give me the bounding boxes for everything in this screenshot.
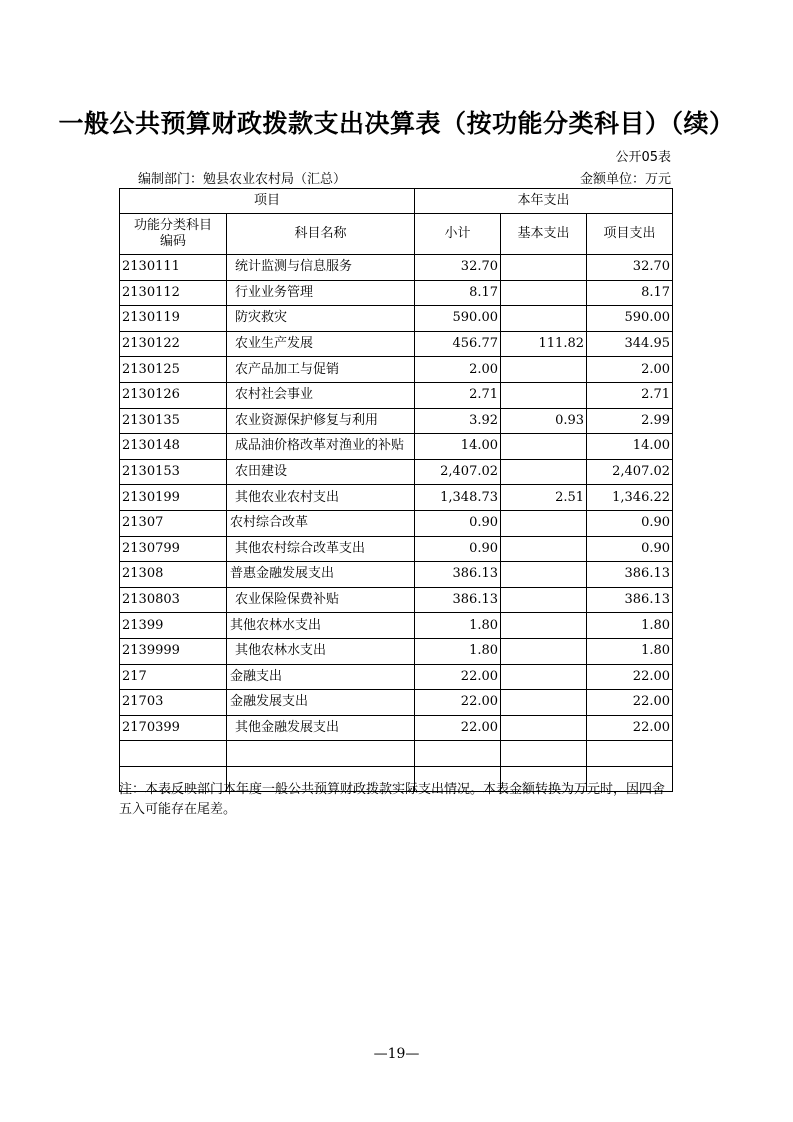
table-row xyxy=(120,587,673,613)
cell-code: 217 xyxy=(120,664,227,690)
cell-program xyxy=(587,741,673,767)
cell-code: 21399 xyxy=(120,613,227,639)
cell-basic xyxy=(501,536,587,562)
cell-program: 590.00 xyxy=(587,306,673,332)
cell-name: 成品油价格改革对渔业的补贴 xyxy=(227,434,415,460)
cell-program: 344.95 xyxy=(587,331,673,357)
cell-subtotal: 3.92 xyxy=(415,408,501,434)
table-row xyxy=(120,459,673,485)
cell-name: 行业业务管理 xyxy=(227,280,415,306)
compiling-department: 编制部门：勉县农业农村局（汇总） xyxy=(138,172,347,187)
cell-code xyxy=(120,741,227,767)
header-basic: 基本支出 xyxy=(501,214,587,255)
table-row xyxy=(120,613,673,639)
cell-program: 1,346.22 xyxy=(587,485,673,511)
cell-name: 普惠金融发展支出 xyxy=(227,562,415,588)
cell-code: 2130119 xyxy=(120,306,227,332)
cell-basic xyxy=(501,357,587,383)
cell-code: 21703 xyxy=(120,690,227,716)
table-row xyxy=(120,690,673,716)
cell-name: 农村综合改革 xyxy=(227,510,415,536)
cell-program: 2.00 xyxy=(587,357,673,383)
cell-subtotal: 2.00 xyxy=(415,357,501,383)
cell-name: 其他农林水支出 xyxy=(227,638,415,664)
cell-code: 21308 xyxy=(120,562,227,588)
cell-basic xyxy=(501,638,587,664)
header-code-line1: 功能分类科目 xyxy=(133,218,212,233)
note-line-1: 注：本表反映部门本年度一般公共预算财政拨款实际支出情况。本表金额转换为万元时，因四舍 xyxy=(119,782,666,797)
table-row xyxy=(120,638,673,664)
cell-name: 防灾救灾 xyxy=(227,306,415,332)
cell-name: 农田建设 xyxy=(227,459,415,485)
cell-code: 2130112 xyxy=(120,280,227,306)
cell-program: 386.13 xyxy=(587,587,673,613)
cell-basic xyxy=(501,690,587,716)
cell-program: 0.90 xyxy=(587,510,673,536)
header-code-line2: 编码 xyxy=(159,234,186,249)
cell-basic xyxy=(501,587,587,613)
cell-name: 其他农业农村支出 xyxy=(227,485,415,511)
cell-basic: 0.93 xyxy=(501,408,587,434)
cell-name: 其他农村综合改革支出 xyxy=(227,536,415,562)
cell-code: 2130135 xyxy=(120,408,227,434)
cell-name: 农业资源保护修复与利用 xyxy=(227,408,415,434)
page-title: 一般公共预算财政拨款支出决算表（按功能分类科目）（续） xyxy=(58,109,735,138)
table-row xyxy=(120,280,673,306)
cell-code: 2130125 xyxy=(120,357,227,383)
cell-program: 8.17 xyxy=(587,280,673,306)
cell-basic xyxy=(501,562,587,588)
cell-code: 2170399 xyxy=(120,715,227,741)
header-row-top xyxy=(120,189,673,214)
cell-subtotal: 456.77 xyxy=(415,331,501,357)
amount-unit: 金额单位：万元 xyxy=(579,172,671,187)
page-number: —19— xyxy=(373,1046,420,1062)
cell-subtotal: 2.71 xyxy=(415,382,501,408)
cell-subtotal: 22.00 xyxy=(415,664,501,690)
cell-name: 其他农林水支出 xyxy=(227,613,415,639)
cell-basic xyxy=(501,280,587,306)
cell-name xyxy=(227,741,415,767)
cell-program: 32.70 xyxy=(587,255,673,281)
header-program: 项目支出 xyxy=(587,214,673,255)
expenditure-table xyxy=(119,188,673,792)
cell-name: 金融支出 xyxy=(227,664,415,690)
table-row xyxy=(120,382,673,408)
cell-code: 2130122 xyxy=(120,331,227,357)
cell-basic xyxy=(501,459,587,485)
cell-program: 22.00 xyxy=(587,690,673,716)
table-row xyxy=(120,664,673,690)
cell-code: 21307 xyxy=(120,510,227,536)
cell-basic: 2.51 xyxy=(501,485,587,511)
cell-subtotal: 8.17 xyxy=(415,280,501,306)
cell-code: 2130199 xyxy=(120,485,227,511)
cell-program: 22.00 xyxy=(587,664,673,690)
cell-code: 2130153 xyxy=(120,459,227,485)
cell-name: 农业保险保费补贴 xyxy=(227,587,415,613)
cell-basic xyxy=(501,613,587,639)
table-row xyxy=(120,331,673,357)
table-row xyxy=(120,741,673,767)
cell-basic xyxy=(501,715,587,741)
cell-code: 2130803 xyxy=(120,587,227,613)
cell-program: 2.71 xyxy=(587,382,673,408)
cell-subtotal: 22.00 xyxy=(415,715,501,741)
cell-code: 2130126 xyxy=(120,382,227,408)
cell-program: 2.99 xyxy=(587,408,673,434)
cell-code: 2130148 xyxy=(120,434,227,460)
cell-subtotal xyxy=(415,741,501,767)
cell-basic xyxy=(501,434,587,460)
cell-name: 农业生产发展 xyxy=(227,331,415,357)
note-line-2: 五入可能存在尾差。 xyxy=(119,802,237,817)
table-row xyxy=(120,408,673,434)
table-row xyxy=(120,562,673,588)
form-number: 公开05表 xyxy=(615,150,671,165)
cell-program: 14.00 xyxy=(587,434,673,460)
table-row xyxy=(120,510,673,536)
cell-subtotal: 32.70 xyxy=(415,255,501,281)
cell-code: 2139999 xyxy=(120,638,227,664)
cell-name: 农产品加工与促销 xyxy=(227,357,415,383)
cell-name: 农村社会事业 xyxy=(227,382,415,408)
table-row xyxy=(120,715,673,741)
cell-program: 386.13 xyxy=(587,562,673,588)
table-row xyxy=(120,434,673,460)
cell-subtotal: 386.13 xyxy=(415,587,501,613)
cell-subtotal: 1.80 xyxy=(415,638,501,664)
cell-program: 1.80 xyxy=(587,613,673,639)
cell-name: 其他金融发展支出 xyxy=(227,715,415,741)
cell-code: 2130111 xyxy=(120,255,227,281)
table-row xyxy=(120,485,673,511)
cell-subtotal: 590.00 xyxy=(415,306,501,332)
cell-basic xyxy=(501,382,587,408)
cell-program: 22.00 xyxy=(587,715,673,741)
table-note xyxy=(119,780,679,820)
header-current-year: 本年支出 xyxy=(415,189,673,214)
cell-basic xyxy=(501,255,587,281)
header-row-columns xyxy=(120,214,673,255)
cell-program: 0.90 xyxy=(587,536,673,562)
cell-program: 1.80 xyxy=(587,638,673,664)
header-project: 项目 xyxy=(120,189,415,214)
header-name: 科目名称 xyxy=(227,214,415,255)
cell-subtotal: 22.00 xyxy=(415,690,501,716)
table-row xyxy=(120,536,673,562)
header-subtotal: 小计 xyxy=(415,214,501,255)
table-row xyxy=(120,255,673,281)
cell-basic xyxy=(501,306,587,332)
cell-basic: 111.82 xyxy=(501,331,587,357)
cell-basic xyxy=(501,664,587,690)
cell-basic xyxy=(501,741,587,767)
cell-subtotal: 1,348.73 xyxy=(415,485,501,511)
cell-name: 统计监测与信息服务 xyxy=(227,255,415,281)
cell-subtotal: 0.90 xyxy=(415,536,501,562)
cell-name: 金融发展支出 xyxy=(227,690,415,716)
header-code xyxy=(120,214,227,255)
cell-subtotal: 14.00 xyxy=(415,434,501,460)
cell-subtotal: 1.80 xyxy=(415,613,501,639)
table-row xyxy=(120,357,673,383)
cell-subtotal: 0.90 xyxy=(415,510,501,536)
cell-code: 2130799 xyxy=(120,536,227,562)
cell-subtotal: 386.13 xyxy=(415,562,501,588)
cell-program: 2,407.02 xyxy=(587,459,673,485)
cell-basic xyxy=(501,510,587,536)
table-row xyxy=(120,306,673,332)
cell-subtotal: 2,407.02 xyxy=(415,459,501,485)
